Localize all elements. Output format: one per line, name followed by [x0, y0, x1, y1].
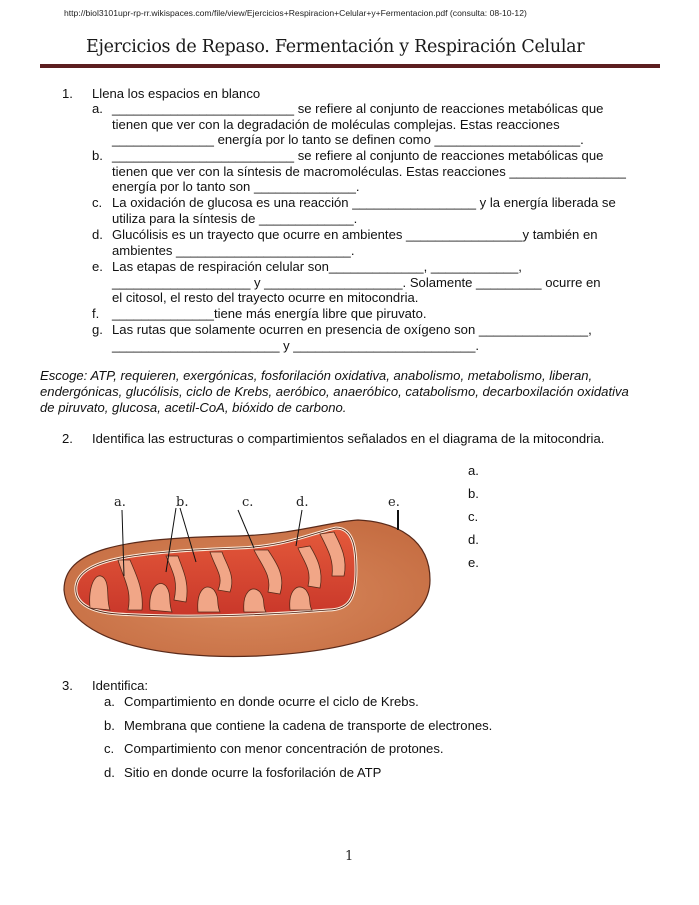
item-label: d.	[92, 227, 103, 242]
mitochondria-diagram	[58, 490, 438, 670]
answer-label-a: a.	[468, 463, 479, 478]
item-line: energía por lo tanto son ______________.	[112, 179, 360, 195]
q3-item-b	[104, 718, 492, 733]
question-prompt: Llena los espacios en blanco	[92, 86, 261, 101]
item-line: La oxidación de glucosa es una reacción _________________ y la energía liberada se	[112, 195, 616, 210]
question-prompt: Identifica las estructuras o compartimientos señalados en el diagrama de la mitocondria.	[92, 431, 605, 446]
item-line: _________________________ se refiere al conjunto de reacciones metabólicas que	[112, 148, 604, 163]
page-number: 1	[345, 849, 354, 864]
item-line: el citosol, el resto del trayecto ocurre en mitocondria.	[112, 290, 419, 306]
item-line: ___________________ y ___________________. Solamente _________ ocurre en	[112, 274, 601, 290]
source-url: http://biol3101upr-rp-rr.wikispaces.com/file/view/Ejercicios+Respiracion+Celular+y+Fermentacion.pdf (consulta: 08-10-12)	[64, 8, 527, 18]
mitochondria-illustration	[58, 490, 438, 670]
item-label: a.	[92, 101, 103, 116]
word-bank-line: de piruvato, glucosa, acetil-CoA, bióxido de carbono.	[40, 400, 347, 416]
item-line: tienen que ver con la síntesis de macromoléculas. Estas reacciones ________________	[112, 163, 626, 179]
item-line: ______________ energía por lo tanto se definen como ____________________.	[112, 132, 584, 148]
title-divider	[40, 64, 660, 68]
page-title: Ejercicios de Repaso. Fermentación y Respiración Celular	[86, 37, 585, 57]
item-label: d.	[104, 765, 115, 780]
diagram-label-d: d.	[296, 495, 309, 510]
answer-label-b: b.	[468, 486, 479, 501]
item-label: g.	[92, 322, 103, 337]
diagram-label-c: c.	[242, 495, 254, 510]
item-label: a.	[104, 694, 115, 709]
answer-label-d: d.	[468, 532, 479, 547]
answer-label-c: c.	[468, 509, 479, 524]
item-label: c.	[92, 195, 103, 210]
diagram-label-e: e.	[388, 495, 400, 510]
q3-item-d	[104, 765, 381, 780]
item-line: _______________________ y _________________________.	[112, 337, 480, 353]
diagram-label-b: b.	[176, 495, 189, 510]
diagram-label-a: a.	[114, 495, 126, 510]
item-line: ambientes ________________________.	[112, 242, 355, 258]
word-bank-line: endergónicas, glucólisis, ciclo de Krebs, aeróbico, anaeróbico, catabolismo, decarboxilación oxidativa	[40, 384, 629, 400]
item-line: Glucólisis es un trayecto que ocurre en ambientes ________________y también en	[112, 227, 598, 242]
word-bank-line: Escoge: ATP, requieren, exergónicas, fosforilación oxidativa, anabolismo, metabolismo, liberan,	[40, 368, 593, 383]
item-text: Membrana que contiene la cadena de transporte de electrones.	[124, 718, 493, 733]
word-bank	[40, 368, 665, 417]
question-number: 1.	[62, 86, 73, 101]
item-line: tienen que ver con la degradación de moléculas complejas. Estas reacciones	[112, 116, 560, 132]
item-line: Las etapas de respiración celular son_____________, ____________,	[112, 259, 522, 274]
item-line: Las rutas que solamente ocurren en presencia de oxígeno son _______________,	[112, 322, 592, 337]
question-prompt: Identifica:	[92, 678, 149, 693]
q3-item-a	[104, 694, 419, 709]
item-text: Compartimiento con menor concentración de protones.	[124, 741, 444, 756]
item-text: Compartimiento en donde ocurre el ciclo de Krebs.	[124, 694, 419, 709]
question-number: 3.	[62, 678, 73, 693]
item-label: f.	[92, 306, 100, 321]
item-line: _________________________ se refiere al conjunto de reacciones metabólicas que	[112, 101, 604, 116]
question-number: 2.	[62, 431, 73, 446]
item-line: ______________tiene más energía libre que piruvato.	[112, 306, 427, 321]
item-label: b.	[92, 148, 103, 163]
item-label: e.	[92, 259, 103, 274]
item-text: Sitio en donde ocurre la fosforilación de ATP	[124, 765, 382, 780]
item-label: c.	[104, 741, 115, 756]
item-label: b.	[104, 718, 115, 733]
q3-item-c	[104, 741, 444, 756]
item-line: utiliza para la síntesis de _____________.	[112, 210, 358, 226]
answer-label-e: e.	[468, 555, 479, 570]
